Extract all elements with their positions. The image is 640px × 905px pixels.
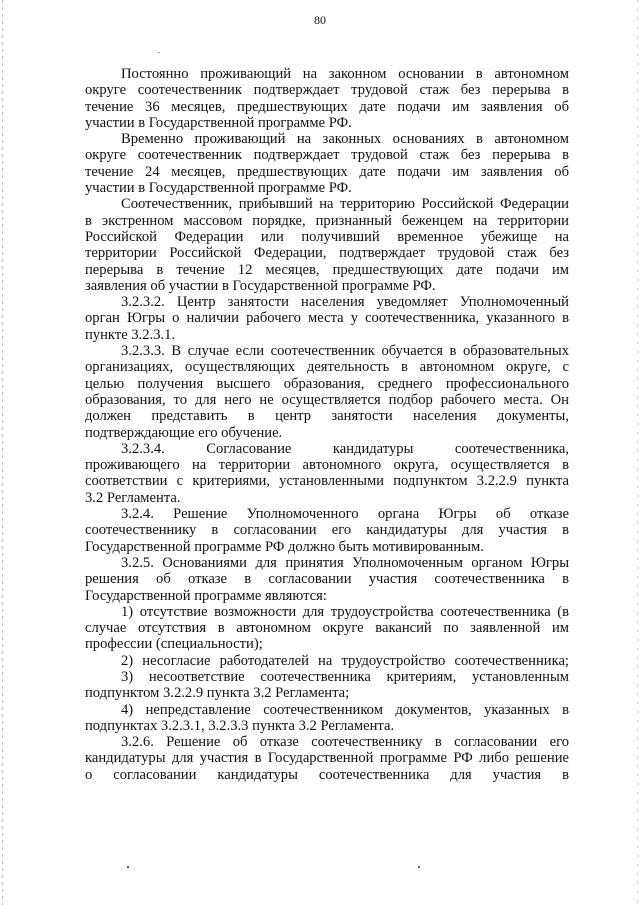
text-line: 3.2.6. Решение об отказе соотечественнику в согласовании его: [121, 734, 569, 751]
scan-left-edge: [2, 0, 3, 905]
text-line: Временно проживающий на законных основаниях в автономном: [121, 131, 569, 148]
text-line: целью получения высшего образования, среднего профессионального: [85, 375, 569, 392]
text-line: 4) непредставление соотечественником документов, указанных в: [121, 701, 569, 718]
text-line: решения об отказе в согласовании участия соотечественника в: [85, 571, 569, 588]
scan-mark: [158, 52, 160, 53]
text-line: 3.2.5. Основаниями для принятия Уполномоченным органом Югры: [121, 554, 569, 571]
text-line: кандидатуры для участия в Государственной программе РФ либо решение: [85, 750, 569, 767]
text-line: подпунктом 3.2.2.9 пункта 3.2 Регламента;: [85, 685, 350, 702]
text-line: территории Российской Федерации, подтверждает трудовой стаж без: [85, 245, 569, 262]
text-line: должен представить в центр занятости населения документы,: [85, 408, 569, 425]
text-line: Постоянно проживающий на законном основании в автономном: [121, 66, 569, 82]
text-line: пункте 3.2.3.1.: [85, 326, 176, 343]
text-line: течение 24 месяцев, предшествующих дате подачи им заявления об: [85, 163, 569, 180]
scan-dot: [127, 866, 129, 868]
text-line: перерыва в течение 12 месяцев, предшествующих дате подачи им: [85, 261, 569, 278]
text-line: образования, то для него не осуществляется подбор рабочего места. Он: [85, 391, 569, 408]
text-line: Российской Федерации или получивший временное убежище на: [85, 228, 569, 245]
page-number: 80: [314, 13, 326, 27]
text-line: 1) отсутствие возможности для трудоустройства соотечественника (в: [121, 603, 569, 620]
scan-right-edge: [637, 0, 638, 905]
text-line: 2) несогласие работодателей на трудоустройство соотечественника;: [121, 652, 569, 669]
text-line: 3.2.3.2. Центр занятости населения уведомляет Уполномоченный: [121, 294, 569, 311]
text-line: 3) несоответствие соотечественника критериям, установленным: [121, 668, 569, 685]
document-body: [85, 66, 569, 783]
text-line: округе соотечественник подтверждает трудовой стаж без перерыва в: [85, 147, 569, 164]
text-line: организациях, осуществляющих деятельность в автономном округе, с: [85, 359, 569, 376]
text-line: участии в Государственной программе РФ.: [85, 114, 352, 131]
text-line: Государственной программе являются:: [85, 587, 327, 604]
text-line: соотечественнику в согласовании его кандидатуры для участия в: [85, 522, 569, 539]
text-line: орган Югры о наличии рабочего места у соотечественника, указанного в: [85, 310, 569, 327]
text-line: округе соотечественник подтверждает трудовой стаж без перерыва в: [85, 82, 569, 99]
text-line: подтверждающие его обучение.: [85, 424, 283, 441]
text-line: профессии (специальности);: [85, 636, 263, 653]
text-line: 3.2 Регламента.: [85, 489, 181, 506]
text-line: Соотечественник, прибывший на территорию Российской Федерации: [121, 196, 569, 213]
text-line: течение 36 месяцев, предшествующих дате подачи им заявления об: [85, 98, 569, 115]
text-line: Государственной программе РФ должно быть мотивированным.: [85, 538, 484, 555]
text-line: 3.2.4. Решение Уполномоченного органа Югры об отказе: [121, 506, 569, 523]
text-line: случае отсутствия в автономном округе вакансий по заявленной им: [85, 620, 569, 637]
text-line: о согласовании кандидатуры соотечественника для участия в: [85, 766, 569, 783]
text-line: заявления об участии в Государственной программе РФ.: [85, 277, 436, 294]
text-line: в экстренном массовом порядке, признанный беженцем на территории: [85, 212, 569, 229]
text-line: 3.2.3.4. Согласование кандидатуры соотечественника,: [121, 440, 569, 457]
text-line: участии в Государственной программе РФ.: [85, 180, 352, 197]
scan-dot: [418, 866, 420, 868]
text-line: соответствии с критериями, установленными подпунктом 3.2.2.9 пункта: [85, 473, 569, 490]
text-line: 3.2.3.3. В случае если соотечественник обучается в образовательных: [121, 343, 569, 360]
text-line: проживающего на территории автономного округа, осуществляется в: [85, 457, 569, 474]
text-line: подпунктах 3.2.3.1, 3.2.3.3 пункта 3.2 Регламента.: [85, 717, 395, 734]
